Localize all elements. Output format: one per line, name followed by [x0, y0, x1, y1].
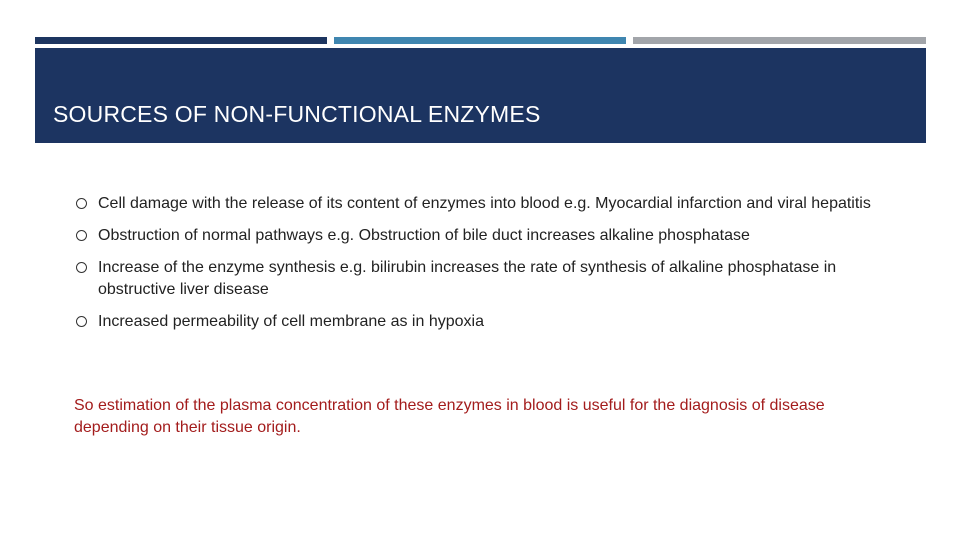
bullet-text: Cell damage with the release of its content of enzymes into blood e.g. Myocardial infarction and viral hepatitis [98, 195, 871, 212]
accent-bar-navy [35, 37, 327, 44]
bullet-text: Obstruction of normal pathways e.g. Obstruction of bile duct increases alkaline phosphatase [98, 227, 750, 244]
bullet-text: Increase of the enzyme synthesis e.g. bilirubin increases the rate of synthesis of alkaline phosphatase in obstructive liver disease [98, 259, 837, 298]
accent-bar-gray [633, 37, 926, 44]
slide-title: SOURCES OF NON-FUNCTIONAL ENZYMES [53, 101, 541, 127]
circle-bullet-icon [76, 198, 87, 209]
bullet-item [74, 225, 874, 247]
bullet-item [74, 257, 874, 301]
bullet-list [74, 193, 874, 343]
bullet-text: Increased permeability of cell membrane as in hypoxia [98, 313, 484, 330]
accent-bar-blue [334, 37, 626, 44]
circle-bullet-icon [76, 316, 87, 327]
bullet-item [74, 193, 874, 215]
circle-bullet-icon [76, 262, 87, 273]
bullet-item [74, 311, 874, 333]
circle-bullet-icon [76, 230, 87, 241]
title-band [35, 48, 926, 143]
summary-text: So estimation of the plasma concentration of these enzymes in blood is useful for the diagnosis of disease depending on their tissue origin. [74, 397, 825, 436]
